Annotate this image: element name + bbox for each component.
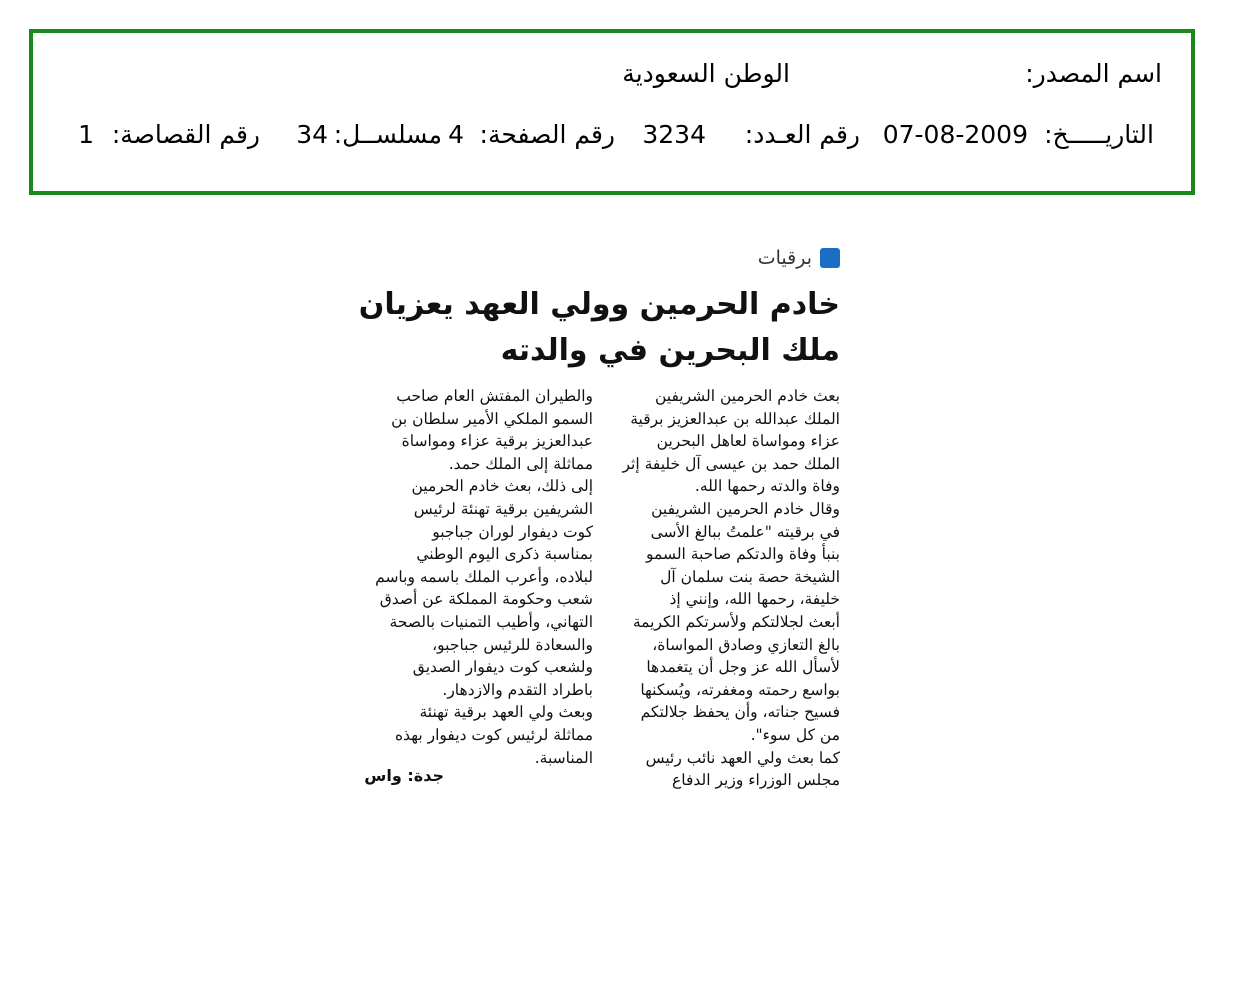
article-column-left (348, 385, 593, 769)
article-line: الملك حمد بن عيسى آل خليفة إثر (622, 454, 840, 473)
date-value: 07-08-2009 (882, 120, 1028, 149)
article-line: فسيح جناته، وأن يحفظ جلالتكم (640, 703, 840, 722)
article-line: إلى ذلك، بعث خادم الحرمين (411, 477, 593, 496)
article-line: أبعث لجلالتكم ولأسرتكم الكريمة (632, 612, 840, 631)
issue-value: 3234 (642, 120, 706, 149)
section-label: برقيات (757, 247, 812, 269)
article-line: والطيران المفتش العام صاحب (396, 387, 593, 405)
issue-label: رقم العـدد: (744, 120, 860, 149)
article-line: والسعادة للرئيس جباجبو، (432, 635, 593, 654)
article-line: الملك عبدالله بن عبدالعزيز برقية (630, 409, 840, 428)
serial-label: مسلســل: (333, 120, 442, 149)
article-line: كوت ديفوار لوران جباجبو (432, 522, 593, 541)
date-label: التاريـــــخ: (1044, 120, 1154, 149)
article-line: وبعث ولي العهد برقية تهنئة (419, 703, 593, 722)
article-line: في برقيته "علمتُ ببالغ الأسى (650, 522, 840, 541)
headline-line-2: ملك البحرين في والدته (500, 333, 840, 368)
article-line: بعث خادم الحرمين الشريفين (654, 387, 840, 405)
article-line: كما بعث ولي العهد نائب رئيس (645, 748, 840, 767)
page-value: 4 (448, 120, 464, 149)
article-line: بنبأ وفاة والدتكم صاحبة السمو (646, 545, 840, 564)
section-tag (758, 247, 840, 269)
source-label: اسم المصدر: (1025, 59, 1162, 88)
article-line: ولشعب كوت ديفوار الصديق (412, 658, 593, 677)
article-line: باطراد التقدم والازدهار. (442, 680, 593, 699)
article-line: لأسأل الله عز وجل أن يتغمدها (646, 658, 840, 677)
article-line: لبلاده، وأعرب الملك باسمه وباسم (375, 567, 593, 586)
article-line: مجلس الوزراء وزير الدفاع (672, 771, 840, 790)
article-line: وفاة والدته رحمها الله. (694, 477, 840, 496)
article-line: شعب وحكومة المملكة عن أصدق (379, 590, 593, 609)
article-line: مماثلة لرئيس كوت ديفوار بهذه (394, 725, 593, 744)
article-line: الشريفين برقية تهنئة لرئيس (413, 499, 593, 518)
article-line: من كل سوء". (750, 725, 840, 744)
article-line: الشيخة حصة بنت سلمان آل (660, 567, 840, 586)
article-line: السمو الملكي الأمير سلطان بن (391, 409, 593, 428)
article-line: المناسبة. (534, 748, 593, 767)
clip-value: 1 (78, 120, 94, 149)
article-line: التهاني، وأطيب التمنيات بالصحة (389, 612, 593, 631)
article-line: عزاء ومواساة لعاهل البحرين (656, 432, 840, 451)
article-column-right (600, 385, 840, 792)
metadata-frame (29, 29, 1195, 195)
article-line: مماثلة إلى الملك حمد. (448, 454, 593, 473)
clip-label: رقم القصاصة: (111, 120, 260, 149)
section-square-icon (820, 248, 840, 268)
article-line: عبدالعزيز برقية عزاء ومواساة (401, 432, 593, 451)
article-line: بمناسبة ذكرى اليوم الوطني (416, 545, 593, 564)
article-line: وقال خادم الحرمين الشريفين (651, 499, 840, 518)
page-label: رقم الصفحة: (479, 120, 615, 149)
serial-value: 34 (296, 120, 328, 149)
article-line: بالغ التعازي وصادق المواساة، (652, 635, 840, 654)
article-line: خليفة، رحمها الله، وإنني إذ (669, 590, 840, 609)
article-headline (340, 282, 840, 374)
article-dateline: جدة: واس (364, 766, 444, 785)
headline-line-1: خادم الحرمين وولي العهد يعزيان (358, 287, 840, 322)
source-value: الوطن السعودية (622, 59, 790, 88)
article-line: بواسع رحمته ومغفرته، ويُسكنها (640, 680, 840, 699)
